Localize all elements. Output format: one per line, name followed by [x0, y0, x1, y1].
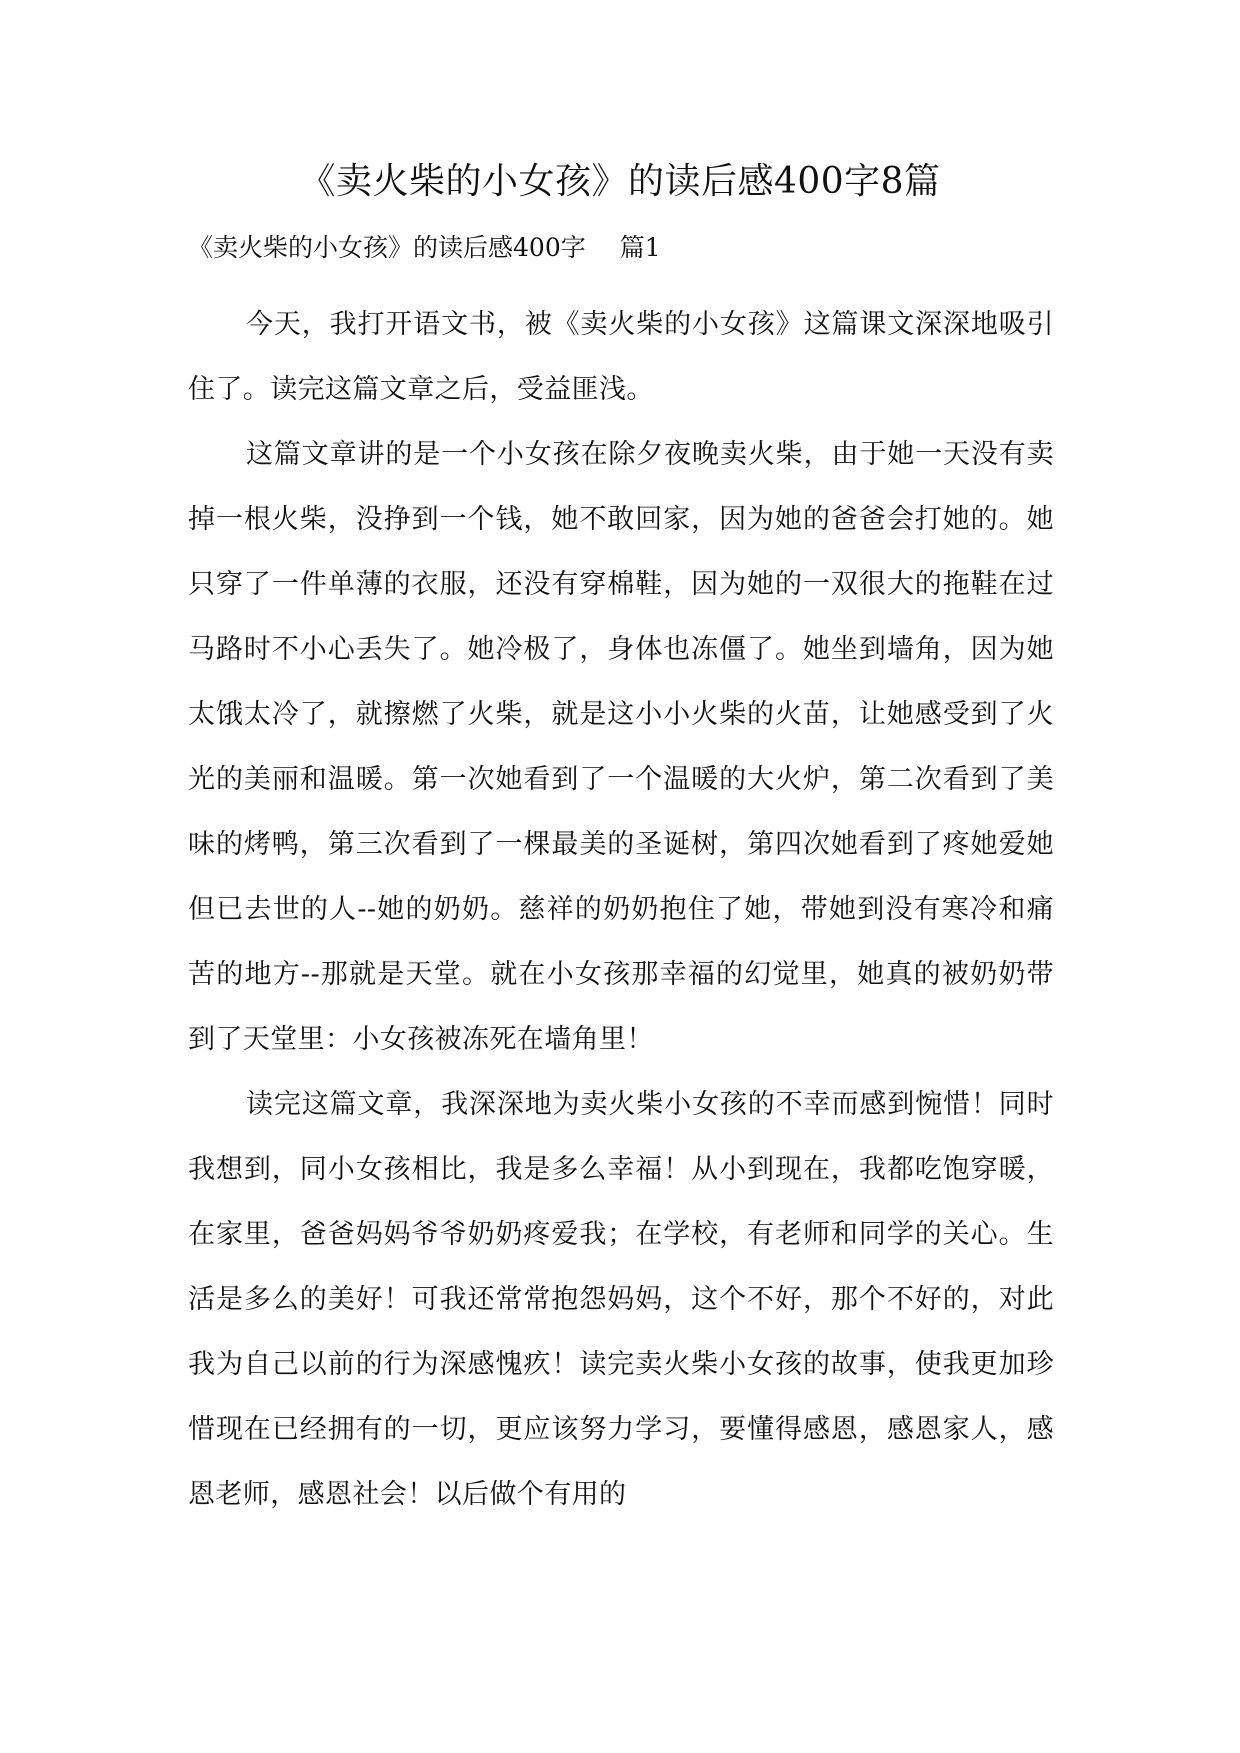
- paragraph-1: 今天，我打开语文书，被《卖火柴的小女孩》这篇课文深深地吸引住了。读完这篇文章之后，受益匪浅。: [188, 309, 1054, 405]
- section-heading-text: 《卖火柴的小女孩》的读后感400字: [188, 233, 586, 262]
- section-heading: [188, 230, 661, 266]
- document-title: 《卖火柴的小女孩》的读后感400字8篇: [299, 161, 941, 202]
- paragraph-3: 读完这篇文章，我深深地为卖火柴小女孩的不幸而感到惋惜！同时我想到，同小女孩相比，我是多么幸福！从小到现在，我都吃饱穿暖，在家里，爸爸妈妈爷爷奶奶疼爱我；在学校，有老师和同学的关心。生活是多么的美好！可我还常常抱怨妈妈，这个不好，那个不好的，对此我为自己以前的行为深感愧疚！读完卖火柴小女孩的故事，使我更加珍惜现在已经拥有的一切，更应该努力学习，要懂得感恩，感恩家人，感恩老师，感恩社会！以后做个有用的: [188, 1089, 1054, 1510]
- section-heading-number: 篇1: [619, 233, 661, 262]
- article-body: [188, 292, 1054, 1527]
- paragraph-2: 这篇文章讲的是一个小女孩在除夕夜晚卖火柴，由于她一天没有卖掉一根火柴，没挣到一个钱，她不敢回家，因为她的爸爸会打她的。她只穿了一件单薄的衣服，还没有穿棉鞋，因为她的一双很大的拖鞋在过马路时不小心丢失了。她冷极了，身体也冻僵了。她坐到墙角，因为她太饿太冷了，就擦燃了火柴，就是这小小火柴的火苗，让她感受到了火光的美丽和温暖。第一次她看到了一个温暖的大火炉，第二次看到了美味的烤鸭，第三次看到了一棵最美的圣诞树，第四次她看到了疼她爱她但已去世的人--她的奶奶。慈祥的奶奶抱住了她，带她到没有寒冷和痛苦的地方--那就是天堂。就在小女孩那幸福的幻觉里，她真的被奶奶带到了天堂里：小女孩被冻死在墙角里！: [188, 439, 1054, 1055]
